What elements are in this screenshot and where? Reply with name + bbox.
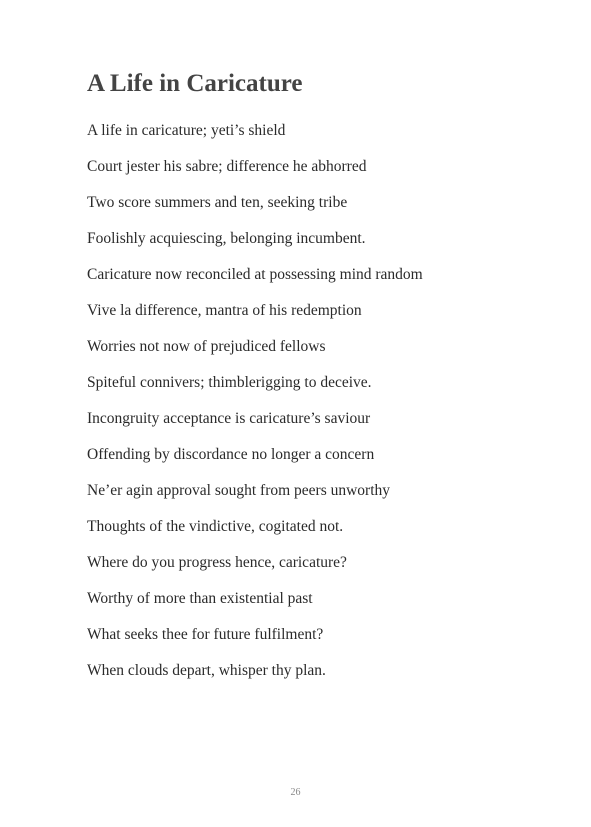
- poem-line-5: Caricature now reconciled at possessing mind random: [87, 266, 423, 283]
- poem-body: [87, 120, 423, 696]
- page-number: 26: [290, 787, 301, 798]
- poem-line-2: Court jester his sabre; difference he abhorred: [87, 158, 367, 175]
- poem-line-8: Spiteful connivers; thimblerigging to deceive.: [87, 374, 372, 391]
- poem-line-16: When clouds depart, whisper thy plan.: [87, 662, 326, 679]
- poem-line-10: Offending by discordance no longer a concern: [87, 446, 375, 463]
- poem-line-14: Worthy of more than existential past: [87, 590, 313, 607]
- poem-line-6: Vive la difference, mantra of his redemption: [87, 302, 362, 319]
- poem-line-13: Where do you progress hence, caricature?: [87, 554, 347, 571]
- poem-line-9: Incongruity acceptance is caricature’s saviour: [87, 410, 371, 427]
- poem-title: A Life in Caricature: [87, 70, 303, 97]
- poem-line-11: Ne’er agin approval sought from peers unworthy: [87, 482, 391, 499]
- poem-line-4: Foolishly acquiescing, belonging incumbent.: [87, 230, 366, 247]
- poem-line-7: Worries not now of prejudiced fellows: [87, 338, 326, 355]
- poem-line-3: Two score summers and ten, seeking tribe: [87, 194, 348, 211]
- poem-line-15: What seeks thee for future fulfilment?: [87, 626, 324, 643]
- poem-line-1: A life in caricature; yeti’s shield: [87, 122, 286, 139]
- poem-line-12: Thoughts of the vindictive, cogitated not.: [87, 518, 344, 535]
